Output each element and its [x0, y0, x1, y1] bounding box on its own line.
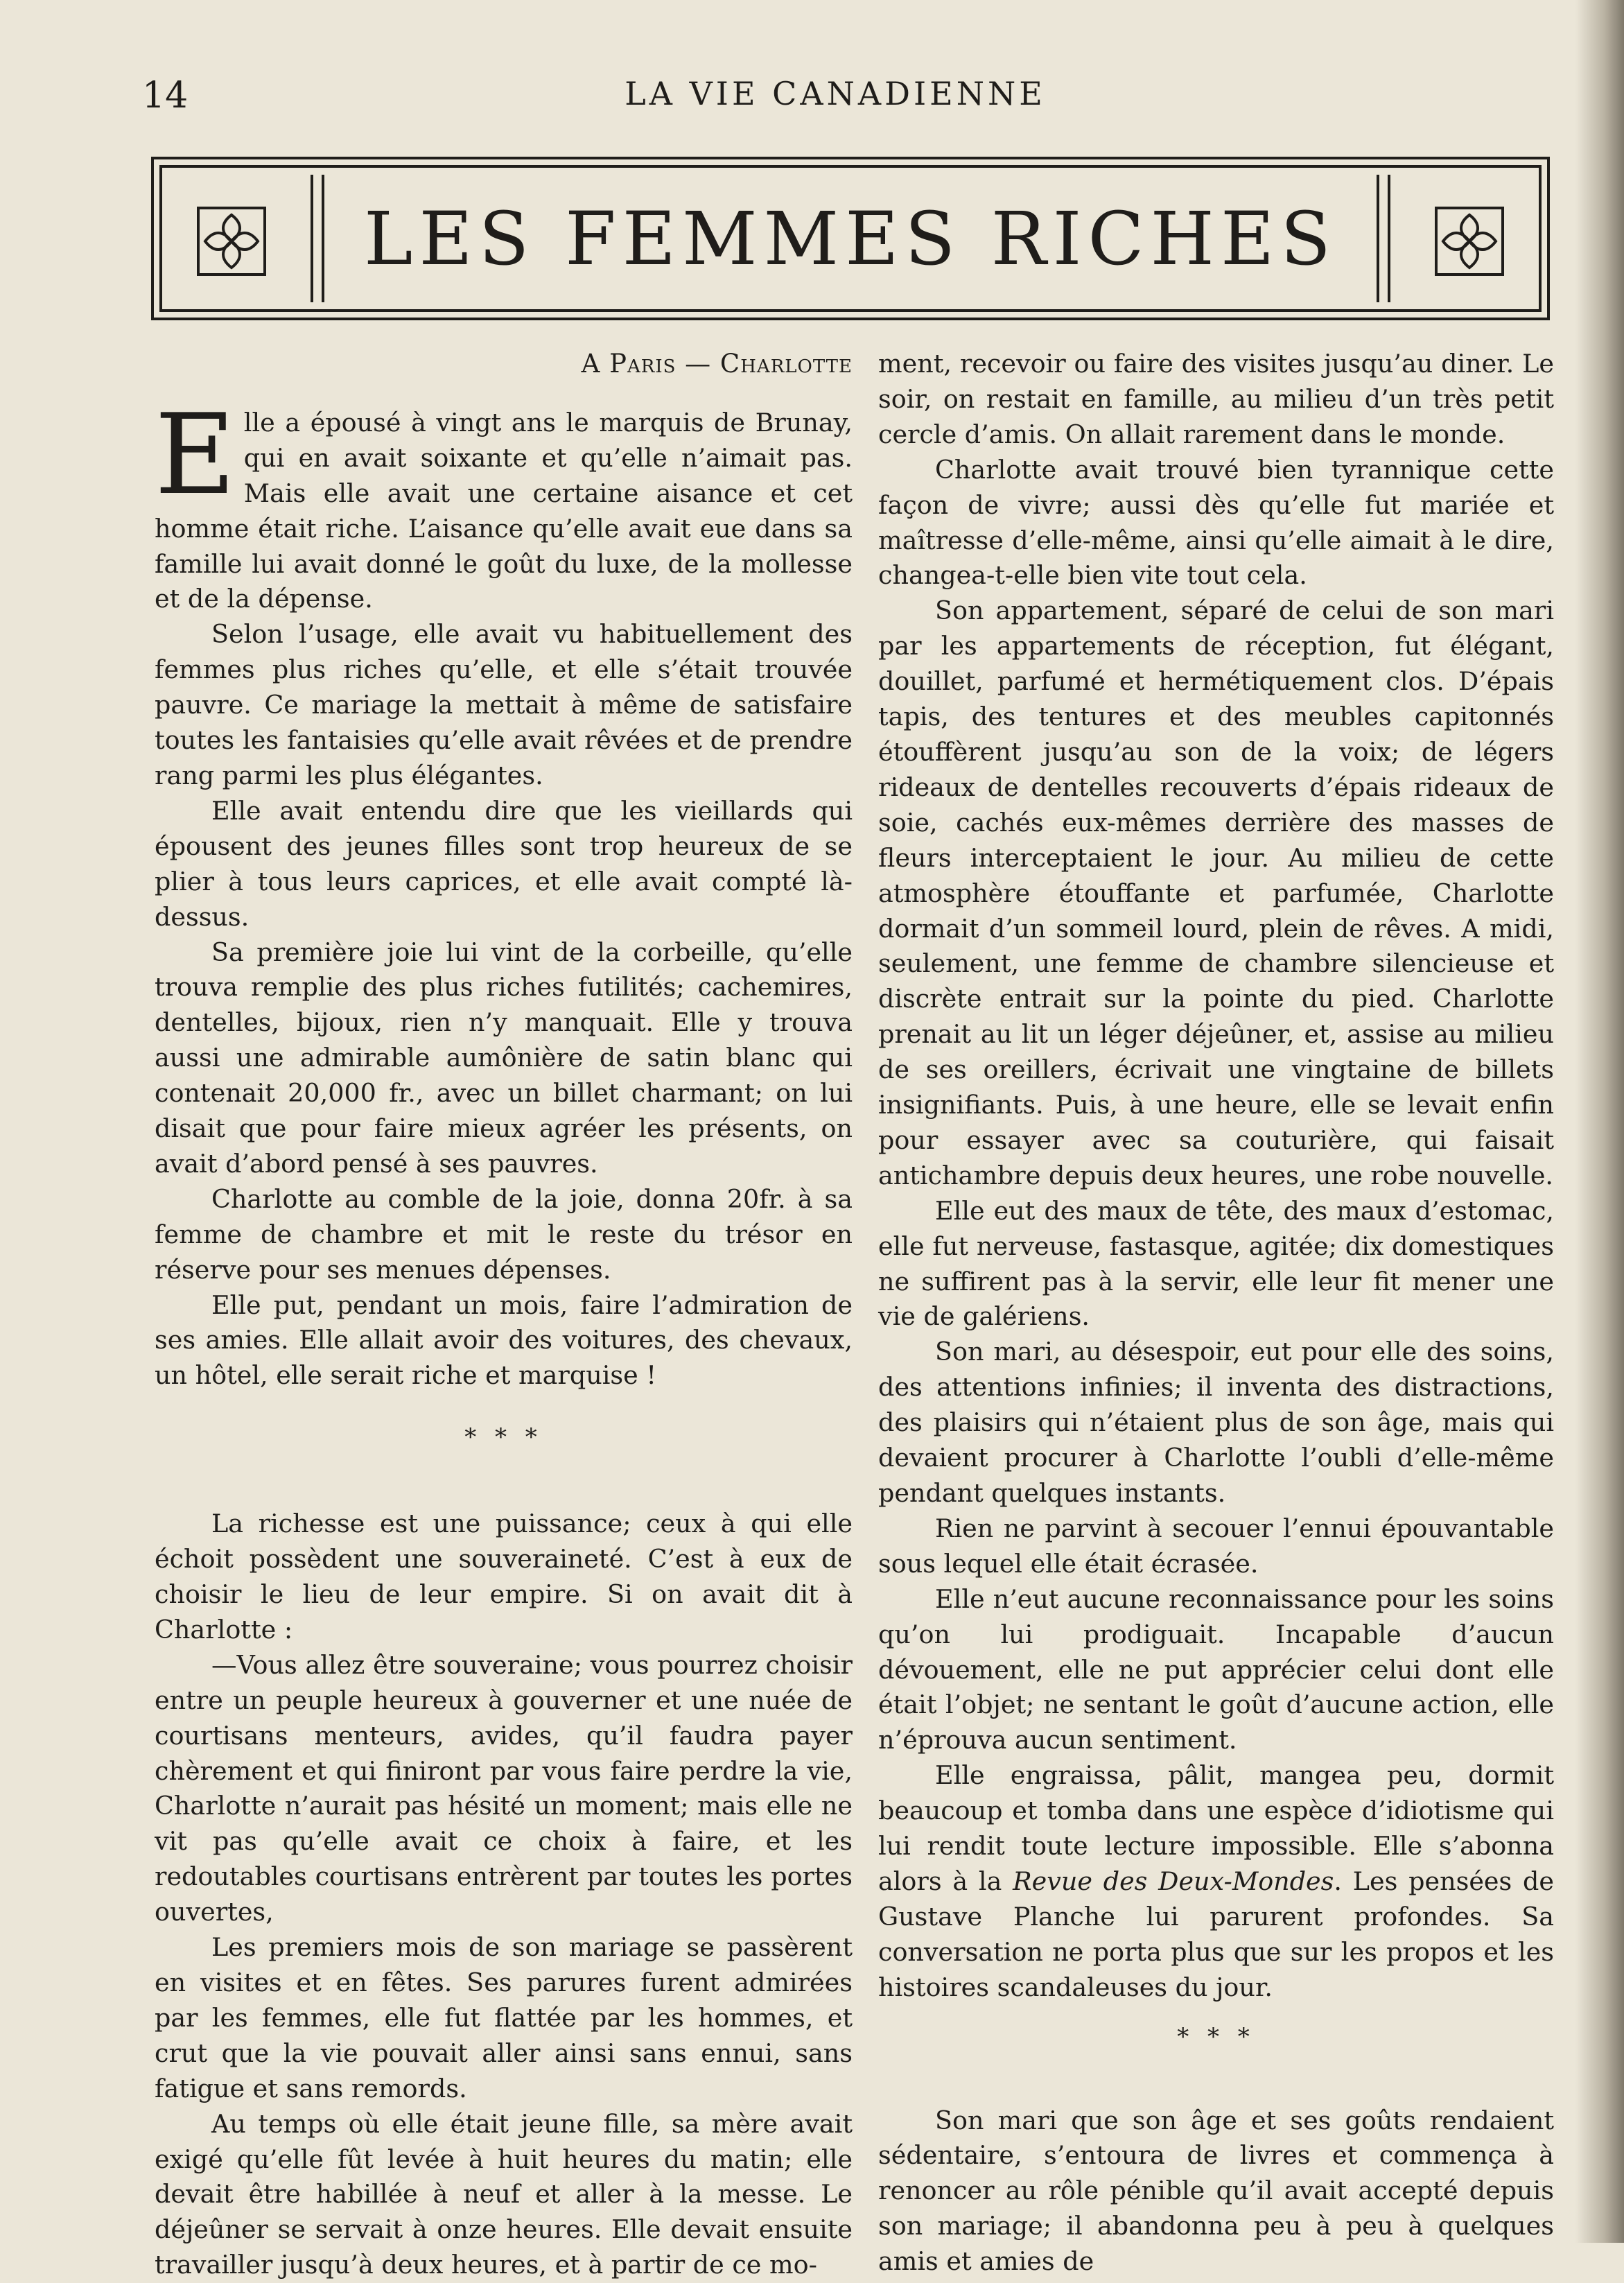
- paragraph: Elle put, pendant un mois, faire l’admiration de ses amies. Elle allait avoir des voitures, des chevaux, un hôtel, elle serait riche et marquise !: [155, 1290, 853, 1391]
- paragraph: Elle n’eut aucune reconnaissance pour les soins qu’on lui prodiguait. Incapable d’aucun dévouement, elle ne put apprécier celui dont elle était l’objet; ne sentant le goût d’aucune action, elle n’éprouva aucun sentiment.: [878, 1583, 1554, 1755]
- paragraph: Son mari que son âge et ses goûts rendaient sédentaire, s’entoura de livres et commença à renoncer au rôle pénible qu’il avait accepté depuis son mariage; il abandonna peu à peu à quelques amis et amies de: [878, 2105, 1554, 2277]
- byline: A Paris — Charlotte: [581, 349, 853, 379]
- paragraph: Elle avait entendu dire que les vieillards qui épousent des jeunes filles sont trop heureux de se plier à tous leurs caprices, et elle avait compté là-dessus.: [155, 795, 853, 932]
- page-header: [142, 75, 1528, 123]
- paragraph: Elle eut des maux de tête, des maux d’estomac, elle fut nerveuse, fastasque, agitée; dix domestiques ne suffirent pas à la servir, elle leur fit mener une vie de galériens.: [878, 1195, 1554, 1332]
- paragraph: Elle a épousé à vingt ans le marquis de Brunay, qui en avait soixante et qu’elle n’aimait pas. Mais elle avait une certaine aisance et cet homme était riche. L’aisance qu’elle avait eue dans sa famille lui avait donné le goût du luxe, de la mollesse et de la dépense.: [155, 389, 853, 614]
- paragraph: Les premiers mois de son mariage se passèrent en visites et en fêtes. Ses parures furent admirées par les femmes, elle fut flattée par les hommes, et crut que la vie pouvait aller ainsi sans ennui, sans fatigue et sans remords.: [155, 1932, 853, 2103]
- paragraph: Au temps où elle était jeune fille, sa mère avait exigé qu’elle fût levée à huit heures du matin; elle devait être habillée à neuf et aller à la messe. Le déjeûner se servait à onze heures. Elle devait ensuite travailler jusqu’à deux heures, et à partir de ce mo-: [155, 2108, 853, 2280]
- right-column: [878, 347, 1554, 2280]
- floral-cross-icon: [1433, 205, 1505, 277]
- section-separator: * * *: [464, 1423, 543, 1452]
- title-banner: [151, 157, 1550, 320]
- floral-cross-icon: [195, 205, 268, 277]
- paragraph: Charlotte avait trouvé bien tyrannique cette façon de vivre; aussi dès qu’elle fut mariée et maîtresse d’elle-même, ainsi qu’elle aimait à le dire, changea-t-elle bien vite tout cela.: [878, 454, 1554, 591]
- section-separator: * * *: [1177, 2022, 1255, 2051]
- running-title: LA VIE CANADIENNE: [625, 75, 1046, 112]
- banner-divider-right: [1377, 175, 1390, 302]
- paragraph: Sa première joie lui vint de la corbeille, qu’elle trouva remplie des plus riches futilités; cachemires, dentelles, bijoux, rien n’y manquait. Elle y trouva aussi une admirable aumônière de satin blanc qui contenait 20,000 fr., avec un billet charmant; on lui disait que pour faire mieux agréer les présents, on avait d’abord pensé à ses pauvres.: [155, 937, 853, 1179]
- paragraph: —Vous allez être souveraine; vous pourrez choisir entre un peuple heureux à gouverner et une nuée de courtisans menteurs, avides, qu’il faudra payer chèrement et qui finiront par vous faire perdre la vie, Charlotte n’aurait pas hésité un moment; mais elle ne vit pas qu’elle avait ce choix à faire, et les redoutables courtisans entrèrent par toutes les portes ouvertes,: [155, 1649, 853, 1927]
- drop-cap: E: [155, 389, 236, 519]
- paragraph: La richesse est une puissance; ceux à qui elle échoit possèdent une souveraineté. C’est à eux de choisir le lieu de leur empire. Si on avait dit à Charlotte :: [155, 1509, 853, 1644]
- paragraph: Rien ne parvint à secouer l’ennui épouvantable sous lequel elle était écrasée.: [878, 1513, 1554, 1579]
- paragraph: ment, recevoir ou faire des visites jusqu’au diner. Le soir, on restait en famille, au milieu d’un très petit cercle d’amis. On allait rarement dans le monde.: [878, 349, 1554, 449]
- paragraph: Elle engraissa, pâlit, mangea peu, dormit beaucoup et tomba dans une espèce d’idiotisme qui lui rendit toute lecture impossible. Elle s’abonna alors à la Revue des Deux-Mondes. Les pensées de Gustave Planche lui parurent profondes. Sa conversation ne porta plus que sur les propos et les histoires scandaleuses du jour.: [878, 1760, 1554, 2002]
- left-column: [155, 347, 853, 2283]
- paragraph: Selon l’usage, elle avait vu habituellement des femmes plus riches qu’elle, et elle s’était trouvée pauvre. Ce mariage la mettait à même de satisfaire toutes les fantaisies qu’elle avait rêvées et de prendre rang parmi les plus élégantes.: [155, 619, 853, 790]
- page-number: 14: [142, 75, 189, 116]
- paragraph: Charlotte au comble de la joie, donna 20fr. à sa femme de chambre et mit le reste du trésor en réserve pour ses menues dépenses.: [155, 1183, 853, 1285]
- journal-title: Revue des Deux-Mondes: [1013, 1866, 1334, 1896]
- paragraph: Son appartement, séparé de celui de son mari par les appartements de réception, fut élégant, douillet, parfumé et hermétiquement clos. D’épais tapis, des tentures et des meubles capitonnés étouffèrent jusqu’au son de la voix; de légers rideaux de dentelles recouverts d’épais rideaux de soie, cachés eux-mêmes derrière des masses de fleurs interceptaient le jour. Au milieu de cette atmosphère étouffante et parfumée, Charlotte dormait d’un sommeil lourd, plein de rêves. A midi, seulement, une femme de chambre silencieuse et discrète entrait sur la pointe du pied. Charlotte prenait au lit un léger déjeûner, et, assise au milieu de ses oreillers, écrivait une vingtaine de billets insignifiants. Puis, à une heure, elle se levait enfin pour essayer avec sa couturière, qui faisait antichambre depuis deux heures, une robe nouvelle.: [878, 596, 1554, 1190]
- article-title: LES FEMMES RICHES: [364, 196, 1337, 281]
- page-edge-shadow: [1575, 0, 1624, 2243]
- paragraph: Son mari, au désespoir, eut pour elle des soins, des attentions infinies; il inventa des distractions, des plaisirs qui n’étaient plus de son âge, mais qui devaient procurer à Charlotte l’oubli d’elle-même pendant quelques instants.: [878, 1337, 1554, 1508]
